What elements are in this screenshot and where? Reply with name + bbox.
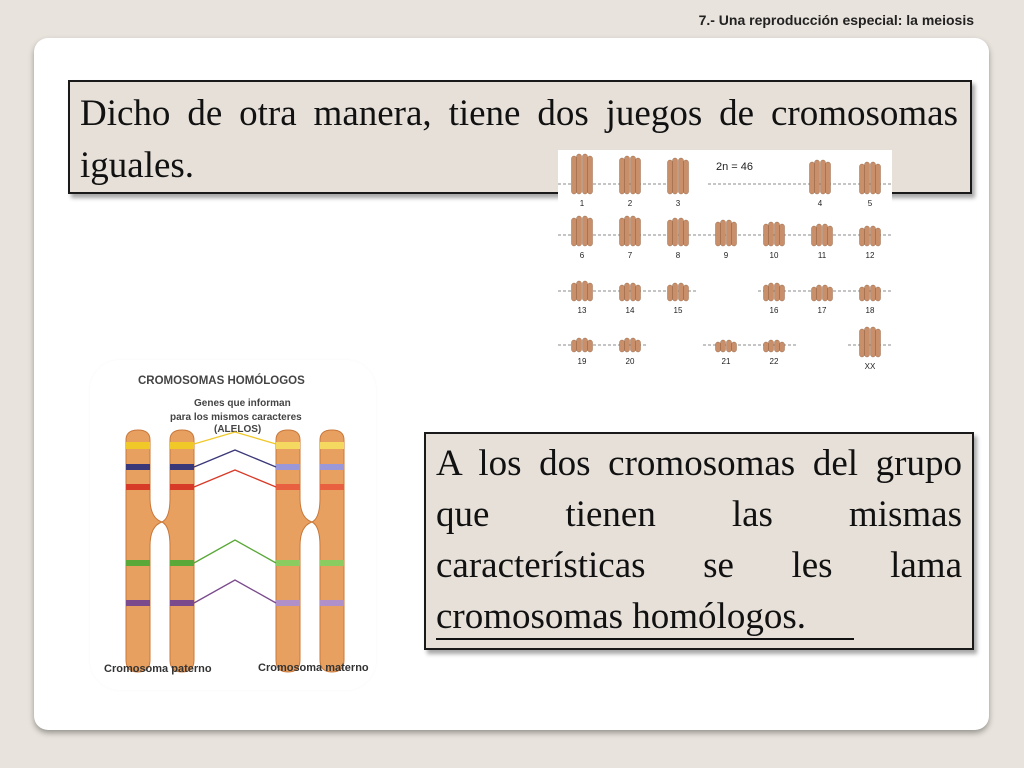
alleles-label: (ALELOS) <box>214 424 262 435</box>
karyotype-label: 9 <box>723 251 729 260</box>
karyotype-label: 20 <box>625 357 635 366</box>
karyotype-pair-22 <box>764 340 785 352</box>
karyotype-pair-10 <box>764 222 785 246</box>
maternal-label: Cromosoma materno <box>258 662 369 674</box>
karyotype-label: 5 <box>867 199 873 208</box>
underline-rule <box>436 638 854 640</box>
karyotype-label: 1 <box>579 199 585 208</box>
karyotype-label: 7 <box>627 251 633 260</box>
karyotype-pair-XX <box>860 327 881 357</box>
karyotype-label: 22 <box>769 357 779 366</box>
text-box-homologs <box>424 432 974 650</box>
karyotype-label: 14 <box>625 306 635 315</box>
karyotype-pair-15 <box>668 283 689 301</box>
karyotype-pair-7 <box>620 216 641 246</box>
karyotype-label: 15 <box>673 306 683 315</box>
paternal-chromosome <box>126 430 194 672</box>
karyotype-pair-17 <box>812 285 833 301</box>
karyotype-pair-13 <box>572 281 593 301</box>
karyotype-pair-14 <box>620 283 641 301</box>
karyotype-pair-4 <box>810 160 831 194</box>
genes-label-line2: para los mismos caracteres <box>170 412 302 423</box>
karyotype-label: 11 <box>817 251 827 260</box>
karyotype-label: 8 <box>675 251 681 260</box>
karyotype-pair-2 <box>620 156 641 194</box>
text-two-sets: Dicho de otra manera, tiene dos juegos de cromosomas iguales. <box>80 93 958 186</box>
karyotype-pair-9 <box>716 220 737 246</box>
allele-connectors <box>194 432 276 603</box>
karyotype-pair-12 <box>860 226 881 246</box>
maternal-chromosome <box>276 430 344 672</box>
karyotype-pair-21 <box>716 340 737 352</box>
karyotype-pair-18 <box>860 285 881 301</box>
karyotype-label: 18 <box>865 306 875 315</box>
karyotype-figure <box>558 150 892 372</box>
karyotype-label: 19 <box>577 357 587 366</box>
homologs-title: CROMOSOMAS HOMÓLOGOS <box>138 375 305 387</box>
karyotype-label: 21 <box>721 357 731 366</box>
homologous-chromosomes-image <box>90 360 376 690</box>
slide-header-title: 7.- Una reproducción especial: la meiosis <box>698 12 974 28</box>
karyotype-label: 6 <box>579 251 585 260</box>
genes-label-line1: Genes que informan <box>194 398 291 409</box>
karyotype-pair-8 <box>668 218 689 246</box>
karyotype-label: 16 <box>769 306 779 315</box>
karyotype-pair-19 <box>572 338 593 352</box>
karyotype-pair-1 <box>572 154 593 194</box>
karyotype-label: 3 <box>675 199 681 208</box>
karyotype-pair-5 <box>860 162 881 194</box>
karyotype-pair-16 <box>764 283 785 301</box>
text-homologs: A los dos cromosomas del grupo que tienen las mismas características se les lama cromosomas homólogos. <box>436 443 962 637</box>
karyotype-label: 2 <box>627 199 633 208</box>
karyotype-pair-11 <box>812 224 833 246</box>
karyotype-title: 2n = 46 <box>716 161 754 173</box>
karyotype-label: XX <box>864 362 876 371</box>
karyotype-label: 17 <box>817 306 827 315</box>
karyotype-label: 10 <box>769 251 779 260</box>
paternal-label: Cromosoma paterno <box>104 663 212 675</box>
karyotype-label: 12 <box>865 251 875 260</box>
homologous-chromosomes-figure <box>90 360 376 690</box>
karyotype-label: 13 <box>577 306 587 315</box>
karyotype-pair-6 <box>572 216 593 246</box>
karyotype-image <box>558 150 892 372</box>
karyotype-label: 4 <box>817 199 823 208</box>
karyotype-pair-3 <box>668 158 689 194</box>
